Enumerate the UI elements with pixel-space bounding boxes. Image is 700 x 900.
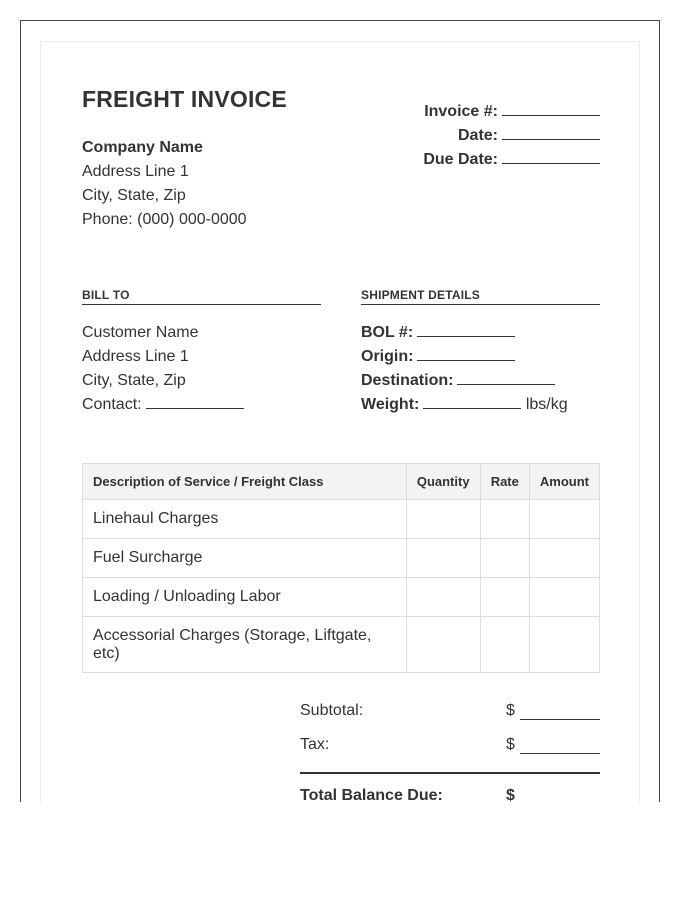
date-label: Date: (457, 127, 498, 144)
total-label: Total Balance Due: (300, 787, 443, 804)
row-rate-cell[interactable] (480, 578, 529, 617)
subtotal-field[interactable] (520, 702, 600, 720)
invoice-meta (423, 100, 600, 172)
company-city: City, State, Zip (82, 187, 186, 204)
quantity-header: Quantity (406, 464, 480, 500)
subtotal-currency: $ (506, 702, 515, 719)
company-phone: Phone: (000) 000-0000 (82, 211, 247, 228)
bol-row (361, 321, 568, 345)
due-date-field[interactable] (502, 149, 600, 164)
date-row (423, 124, 600, 148)
table-header-row (83, 464, 600, 500)
total-row (300, 787, 600, 807)
due-date-row (423, 148, 600, 172)
row-rate-cell[interactable] (480, 539, 529, 578)
shipment-block (361, 321, 568, 417)
origin-label: Origin: (361, 348, 414, 365)
subtotal-label: Subtotal: (300, 702, 364, 719)
destination-label: Destination: (361, 372, 454, 389)
bol-field[interactable] (417, 322, 515, 337)
contact-field[interactable] (146, 394, 244, 409)
row-rate-cell[interactable] (480, 617, 529, 673)
customer-city: City, State, Zip (82, 372, 186, 389)
service-table (82, 463, 600, 673)
date-field[interactable] (502, 125, 600, 140)
weight-label: Weight: (361, 396, 420, 413)
row-description: Fuel Surcharge (83, 539, 407, 578)
origin-row (361, 345, 568, 369)
description-header: Description of Service / Freight Class (83, 464, 407, 500)
table-row (83, 578, 600, 617)
row-rate-cell[interactable] (480, 500, 529, 539)
row-quantity-cell[interactable] (406, 617, 480, 673)
total-currency: $ (506, 787, 515, 804)
bill-to-heading: BILL TO (82, 288, 321, 305)
row-description: Accessorial Charges (Storage, Liftgate, etc) (83, 617, 407, 673)
origin-field[interactable] (417, 346, 515, 361)
company-name: Company Name (82, 139, 203, 156)
table-row (83, 617, 600, 673)
row-amount-cell[interactable] (529, 500, 599, 539)
customer-name: Customer Name (82, 324, 199, 341)
weight-unit: lbs/kg (525, 396, 568, 413)
row-description: Loading / Unloading Labor (83, 578, 407, 617)
invoice-title: FREIGHT INVOICE (82, 86, 287, 112)
row-amount-cell[interactable] (529, 617, 599, 673)
subtotal-row (300, 702, 600, 722)
contact-row (82, 393, 244, 417)
customer-address: Address Line 1 (82, 348, 189, 365)
invoice-number-label: Invoice #: (424, 103, 498, 120)
amount-header: Amount (529, 464, 599, 500)
bol-label: BOL #: (361, 324, 414, 341)
row-amount-cell[interactable] (529, 578, 599, 617)
row-description: Linehaul Charges (83, 500, 407, 539)
table-row (83, 500, 600, 539)
company-block (82, 136, 247, 232)
tax-field[interactable] (520, 736, 600, 754)
shipment-details-heading: SHIPMENT DETAILS (361, 288, 600, 305)
row-quantity-cell[interactable] (406, 500, 480, 539)
invoice-number-field[interactable] (502, 101, 600, 116)
weight-field[interactable] (423, 394, 521, 409)
row-amount-cell[interactable] (529, 539, 599, 578)
tax-currency: $ (506, 736, 515, 753)
row-quantity-cell[interactable] (406, 539, 480, 578)
destination-row (361, 369, 568, 393)
row-quantity-cell[interactable] (406, 578, 480, 617)
totals-divider (300, 772, 600, 774)
bill-to-block (82, 321, 244, 417)
due-date-label: Due Date: (423, 151, 498, 168)
weight-row (361, 393, 568, 417)
table-row (83, 539, 600, 578)
destination-field[interactable] (457, 370, 555, 385)
rate-header: Rate (480, 464, 529, 500)
company-address: Address Line 1 (82, 163, 189, 180)
tax-label: Tax: (300, 736, 330, 753)
invoice-number-row (423, 100, 600, 124)
contact-label: Contact: (82, 396, 142, 413)
tax-row (300, 736, 600, 756)
